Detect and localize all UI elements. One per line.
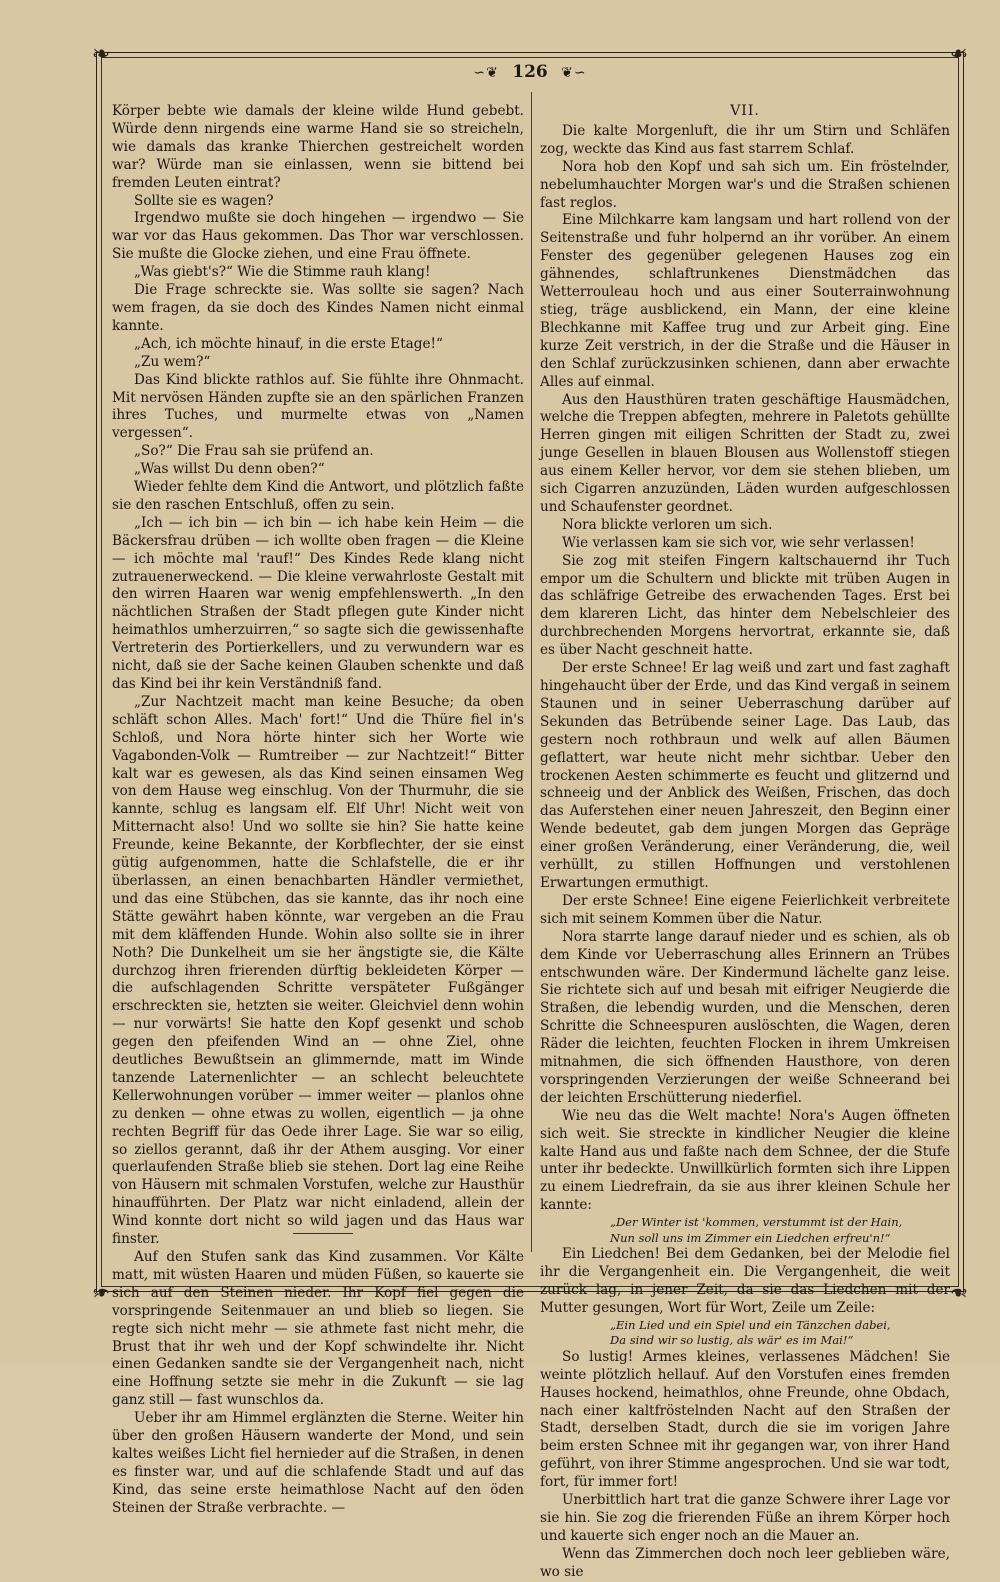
paragraph: Körper bebte wie damals der kleine wilde Hund gebebt. Würde denn nirgends eine warme Hand sie so streicheln, wie damals das kranke Thierchen gestreichelt worden war? Würde man sie einlassen, wenn sie bittend bei fremden Leuten eintrat? xyxy=(112,103,524,191)
paragraph: Aus den Hausthüren traten geschäftige Hausmädchen, welche die Treppen abfegten, mehrere in Paletots gehüllte Herren gingen mit eiligen Schritten der Stadt zu, zwei junge Gesellen in blauen Blousen aus Wollenstoff stiegen aus einem Keller hervor, vor dem sie stehen blieben, um sich Cigarren anzuzünden, Läden wurden aufgeschlossen und Schaufenster geordnet. xyxy=(540,391,950,515)
paragraph: Ueber ihr am Himmel erglänzten die Sterne. Weiter hin über den großen Häusern wanderte der Mond, und sein kaltes weißes Licht fiel hernieder auf die Straßen, in denen es finster war, und auf die schlafende Stadt und auf das Kind, das seine erste heimathlose Nacht auf den öden Steinen der Straße verbrachte. — xyxy=(112,1410,524,1516)
verse-line: „Ein Lied und ein Spiel und ein Tänzchen dabei, xyxy=(610,1317,891,1332)
paragraph: Unerbittlich hart trat die ganze Schwere ihrer Lage vor sie hin. Sie zog die frierenden Füße an ihrem Körper hoch und kauerte sich enger noch an die Mauer an. xyxy=(540,1492,950,1544)
page-header xyxy=(100,62,960,82)
paragraph: Nora starrte lange darauf nieder und es schien, als ob dem Kinde vor Ueberraschung alles Erinnern an Trübes entschwunden wäre. Der Kindermund lächelte ganz leise. Sie richtete sich auf und besah mit eifriger Neugierde die Straßen, die lebendig wurden, und die Menschen, deren Schritte die Schneespuren auslöschten, die Wagen, deren Räder die leichten, feuchten Flocken in ihrem Umkreisen mitnahmen, die sich öffnenden Hausthore, von deren vorspringenden Verzierungen der weiße Schneerand bei der leichten Erschütterung niederfiel. xyxy=(540,928,950,1106)
paragraph: „Ach, ich möchte hinauf, in die erste Etage!“ xyxy=(134,335,443,352)
header-ornament-left-icon: ∽❦ xyxy=(473,65,499,81)
paragraph: Der erste Schnee! Eine eigene Feierlichkeit verbreitete sich mit seinem Kommen über die Natur. xyxy=(540,892,950,927)
paragraph: Das Kind blickte rathlos auf. Sie fühlte ihre Ohnmacht. Mit nervösen Händen zupfte sie an den spärlichen Franzen ihres Tuches, und murmelte etwas von „Namen vergessen“. xyxy=(112,371,524,442)
paragraph: Wenn das Zimmerchen doch noch leer geblieben wäre, wo sie xyxy=(540,1545,950,1580)
column-divider xyxy=(531,92,532,1252)
paragraph: Nora blickte verloren um sich. xyxy=(562,516,773,533)
paragraph: Der erste Schnee! Er lag weiß und zart und fast zaghaft hingehaucht über der Erde, und das Kind vergaß in seinem Staunen und in seiner Ueberraschung darüber auf Sekunden das Betrübende seiner Lage. Das Laub, das gestern noch rothbraun und welk auf allen Bäumen geflattert, war heute nicht mehr sichtbar. Ueber den trockenen Aesten schimmerte es feucht und glitzernd und schneeig und der Anblick des Weißen, Frischen, das doch das Auferstehen einer neuen Jahreszeit, den Beginn einer Wende bedeutet, gab dem jungen Morgen das Gepräge einer großen Veränderung, einer Veränderung, die, weil verhüllt, zu stillen Hoffnungen und verstohlenen Erwartungen ermuthigt. xyxy=(540,660,950,891)
paragraph: Die kalte Morgenluft, die ihr um Stirn und Schläfen zog, weckte das Kind aus fast starrem Schlaf. xyxy=(540,122,950,157)
header-ornament-right-icon: ❦∽ xyxy=(561,65,587,81)
paragraph: Die Frage schreckte sie. Was sollte sie sagen? Nach wem fragen, da sie doch des Kindes Namen nicht einmal kannte. xyxy=(112,282,524,334)
paragraph: „Was giebt's?“ Wie die Stimme rauh klang! xyxy=(134,264,431,281)
verse-line: Nun soll uns im Zimmer ein Liedchen erfreu'n!“ xyxy=(610,1230,891,1245)
paragraph: Wie verlassen kam sie sich vor, wie sehr verlassen! xyxy=(562,534,915,551)
page-number: 126 xyxy=(512,62,548,82)
verse-line: Da sind wir so lustig, als wär' es im Mai!“ xyxy=(610,1333,854,1348)
paragraph: „So?“ Die Frau sah sie prüfend an. xyxy=(134,443,374,460)
paragraph: Irgendwo mußte sie doch hingehen — irgendwo — Sie war vor das Haus gekommen. Das Thor war verschlossen. Sie mußte die Glocke ziehen, und eine Frau öffnete. xyxy=(112,210,524,263)
paragraph: Auf den Stufen sank das Kind zusammen. Vor Kälte matt, mit wüsten Haaren und müden Füßen, so kauerte sie sich auf den Steinen nieder. Ihr Kopf fiel gegen die vorspringende Seitenmauer an und blieb so liegen. Sie regte sich nicht mehr — sie athmete fast nicht mehr, die Brust that ihr weh und der Kopf schwindelte ihr. Nicht einen Gedanken sandte sie der Vergangenheit nach, nicht eine Hoffnung setzte sie mehr in die Zukunft — sie lag ganz still — fast wunschlos da. xyxy=(112,1249,524,1409)
paragraph: „Ich — ich bin — ich bin — ich habe kein Heim — die Bäckersfrau drüben — ich wollte oben fragen — die Kleine — ich möchte mal 'rauf!“ Des Kindes Rede klang nicht zutrauenerweckend. — Die kleine verwahrloste Gestalt mit den wirren Haaren war wenig empfehlenswerth. „In den nächtlichen Straßen der Stadt pflegen gute Kinder nicht heimathlos umherzuirren,“ so sagte sich die gewissenhafte Vertreterin des Portierkellers, und zu verwundern war es nicht, daß sie der Sache keinen Glauben schenkte und daß das Kind bei ihr kein Verständniß fand. xyxy=(112,514,524,692)
paragraph: Sie zog mit steifen Fingern kaltschauernd ihr Tuch empor um die Schultern und blickte mit trüben Augen in das schläfrige Getreibe des erwachenden Tages. Erst bei dem klareren Licht, das hinter dem Nebelschleier des durchbrechenden Morgens hervortrat, erkannte sie, daß es über Nacht geschneit hatte. xyxy=(540,552,950,659)
paragraph: Wieder fehlte dem Kind die Antwort, und plötzlich faßte sie den raschen Entschluß, offen zu sein. xyxy=(112,479,524,513)
verse-line: „Der Winter ist 'kommen, verstummt ist der Hain, xyxy=(610,1215,903,1230)
paragraph: „Zur Nachtzeit macht man keine Besuche; da oben schläft schon Alles. Mach' fort!“ Und die Thüre fiel in's Schloß, und Nora hörte hinter sich her Worte wie Vagabonden-Volk — Rumtreiber — zur Nachtzeit!“ Bitter kalt war es gewesen, als das Kind seinen einsamen Weg von dem Hause weg einschlug. Von der Thurmuhr, die sie kannte, schlug es langsam elf. Elf Uhr! Nicht weit von Mitternacht also! Und wo sollte sie hin? Sie hatte keine Freunde, keine Bekannte, der Korbflechter, der sie einst gütig aufgenommen, hatte die Schlafstelle, die er ihr überlassen, an einen benachbarten Händler vermiethet, und das eine Stübchen, das sie kannte, das ihr noch eine Stätte gewährt haben könnte, war vergeben an die Frau mit dem kläffenden Hunde. Wohin also sollte sie in ihrer Noth? Die Dunkelheit um sie her ängstigte sie, die Kälte durchzog ihren frierenden dürftig bekleideten Körper — die aufschlagenden Schritte verspäteter Fußgänger erschreckten sie, hetzten sie weiter. Gleichviel denn wohin — nur vorwärts! Sie hatte den Kopf gesenkt und schob gegen den pfeifenden Wind an — ohne Ziel, ohne deutliches Bewußtsein an glimmernde, matt im Winde tanzende Laternenlichter — an schlecht beleuchtete Kellerwohnungen vorüber — immer weiter — planlos ohne zu denken — ohne etwas zu wollen, eigentlich — ja ohne rechten Begriff für das Oede ihrer Lage. Sie war so eilig, so ziellos gerannt, daß ihr der Athem ausging. Vor einer querlaufenden Straße blieb sie stehen. Dort lag eine Reihe von Häusern mit schmalen Vorstufen, welche zur Hausthür hinaufführten. Der Platz war nicht einladend, allein der Wind konnte dort nicht so wild jagen und das Haus war finster. xyxy=(112,693,524,1248)
section-end-rule xyxy=(293,1233,353,1234)
corner-ornament-icon: ❧ xyxy=(949,42,969,67)
paragraph: Nora hob den Kopf und sah sich um. Ein fröstelnder, nebelumhauchter Morgen war's und die Straßen schienen fast reglos. xyxy=(540,158,950,211)
left-column xyxy=(112,103,524,1518)
paragraph: Eine Milchkarre kam langsam und hart rollend von der Seitenstraße und fuhr holpernd an ihr vorüber. An einem Fenster des gegenüber gelegenen Hauses zog ein gähnendes, schlaftrunkenes Dienstmädchen das Wetterrouleau hoch und aus einer Souterrainwohnung stieg, träge ausblickend, ein Mann, der eine kleine Blechkanne mit Kaffee trug und zur Arbeit ging. Eine kurze Zeit verstrich, in der die Straße und die Häuser in den Schlaf zurückzusinken schienen, dann aber erwachte Alles auf einmal. xyxy=(540,212,950,390)
paragraph: Ein Liedchen! Bei dem Gedanken, bei der Melodie fiel ihr die Vergangenheit ein. Die Vergangenheit, die weit zurück lag, in jener Zeit, da sie das Liedchen mit der Mutter gesungen, Wort für Wort, Zeile um Zeile: xyxy=(540,1246,950,1316)
chapter-heading: VII. xyxy=(730,103,760,119)
paragraph: „Was willst Du denn oben?“ xyxy=(134,461,325,478)
paragraph: „Zu wem?“ xyxy=(134,353,211,370)
paragraph: So lustig! Armes kleines, verlassenes Mädchen! Sie weinte plötzlich hellauf. Auf den Vorstufen eines fremden Hauses hockend, heimathlos, ohne Freunde, ohne Obdach, nach einer kaltfröstelnden Nacht auf den Straßen der Stadt, derselben Stadt, durch die sie im vorigen Jahre beim ersten Schnee mit ihr gegangen war, von ihrer Hand geführt, von ihrer Stimme angesprochen. Und sie war todt, fort, für immer fort! xyxy=(540,1348,950,1491)
paragraph: Wie neu das die Welt machte! Nora's Augen öffneten sich weit. Sie streckte in kindlicher Neugier die kleine kalte Hand aus und faßte nach dem Schnee, der die Stufe unter ihr bedeckte. Unwillkürlich formten sich ihre Lippen zu einem Liedrefrain, da sie aus ihrer kleinen Schule her kannte: xyxy=(540,1107,950,1214)
corner-ornament-icon: ❧ xyxy=(91,1279,111,1304)
right-column xyxy=(540,103,950,1582)
paragraph: Sollte sie es wagen? xyxy=(134,192,274,209)
corner-ornament-icon: ❧ xyxy=(91,42,111,67)
corner-ornament-icon: ❧ xyxy=(949,1279,969,1304)
